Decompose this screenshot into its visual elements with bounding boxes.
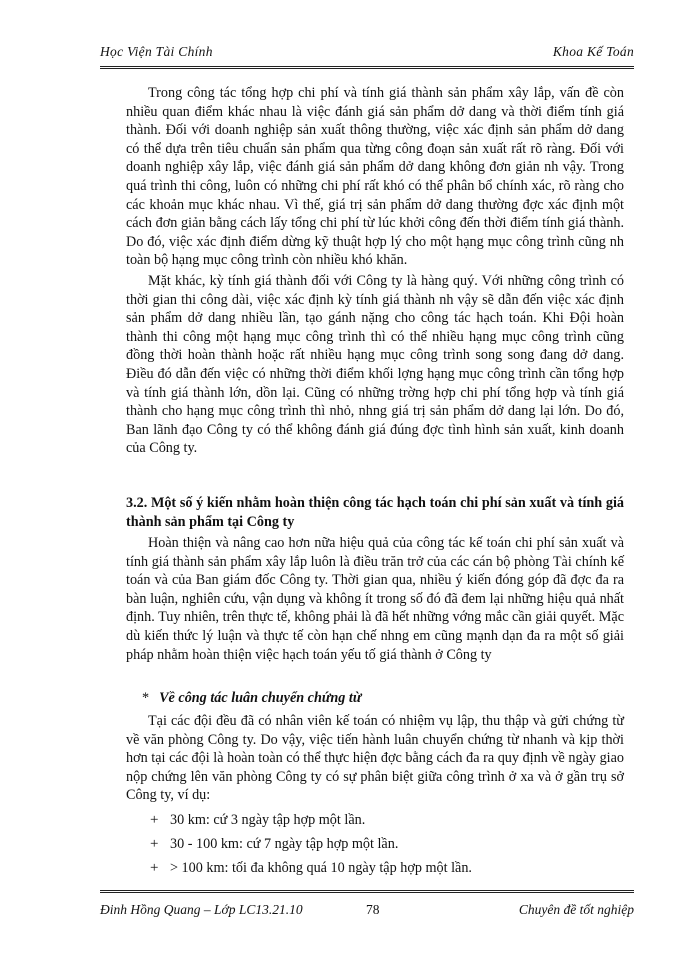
- paragraph-document-flow: Tại các đội đều đã có nhân viên kế toán có nhiệm vụ lập, thu thập và gửi chứng từ về văn phòng Công ty. Do vậy, việc tiến hành luân chuyển chứng từ nhanh và kịp thời hơn tại các đội là hoàn toàn có thể thực hiện đợc bằng cách đa ra quy định về ngày giao nộp chứng lên văn phòng Công ty có sự phân biệt giữa công trình ở xa và ở gần trụ sở Công ty, ví dụ:: [126, 713, 624, 804]
- list-item-text: > 100 km: tối đa không quá 10 ngày tập hợp một lần.: [170, 860, 472, 876]
- section-heading: 3.2. Một số ý kiến nhằm hoàn thiện công tác hạch toán chi phí sản xuất và tính giá thành sản phẩm tại Công ty: [126, 495, 624, 530]
- subsection-body: [126, 712, 624, 805]
- footer-doc-type: Chuyên đề tốt nghiệp: [518, 902, 634, 917]
- plus-icon: +: [150, 860, 159, 876]
- asterisk-marker: *: [142, 690, 150, 706]
- paragraph-wip-evaluation: Trong công tác tổng hợp chi phí và tính giá thành sản phẩm xây lắp, vấn đề còn nhiều quan điểm khác nhau là việc đánh giá sản phẩm dở dang và thời điểm tính giá thành. Đối với doanh nghiệp sản xuất thông thường, việc xác định sản phẩm dở dang có thể dựa trên tiêu chuẩn sản phẩm qua từng công đoạn sản xuất rất rõ ràng. Đối với doanh nghiệp xây lắp, việc đánh giá sản phẩm dở dang không đơn giản nh vậy. Trong quá trình thi công, luôn có những chi phí rất khó có thể phân bổ chính xác, rõ ràng cho các khoản mục khác nhau. Vì thế, giá trị sản phẩm dở dang thường đợc xác định một cách đơn giản bằng cách lấy tổng chi phí từ lúc khởi công đến thời điểm tính giá thành. Do đó, việc xác định điểm dừng kỹ thuật hợp lý cho một hạng mục công trình cũng nh toàn bộ hạng mục công trình còn nhiều khó khăn.: [126, 85, 624, 269]
- section-body: [126, 534, 624, 664]
- header-faculty: Khoa Kế Toán: [552, 44, 634, 59]
- paragraph-costing-period: Mặt khác, kỳ tính giá thành đối với Công ty là hàng quý. Với những công trình có thời gian thi công dài, việc xác định kỳ tính giá thành nh vậy sẽ dẫn đến việc xác định sản phẩm dở dang nhiều lần, tạo gánh nặng cho công tác hạch toán. Khi Đội hoàn thành thi công một hạng mục công trình thì có thể nhiều hạng mục công trình cũng đồng thời hoàn thành hoặc rất nhiều hạng mục công trình song song đang dở dang. Điều đó dẫn đến việc có những thời điểm khối lợng hạng mục công trình cần tổng hợp và tính giá thành lớn, dồn lại. Cũng có những trờng hợp chi phí tổng hợp và tính giá thành cho hạng mục công trình thì nhỏ, nhng giá trị sản phẩm dở dang lại lớn. Do đó, Ban lãnh đạo Công ty có thể không đánh giá đúng đợc tình hình sản xuất, kinh doanh của Công ty.: [126, 272, 624, 457]
- footer-author: Đinh Hồng Quang – Lớp LC13.21.10: [100, 902, 303, 917]
- paragraph-improvement: Hoàn thiện và nâng cao hơn nữa hiệu quả của công tác kế toán chi phí sản xuất và tính giá thành sản phẩm xây lắp luôn là điều trăn trở của các cán bộ phòng Tài chính kế toán và của Ban giám đốc Công ty. Thời gian qua, nhiều ý kiến đóng góp đã đợc đa ra bàn luận, nghiên cứu, vận dụng và không ít trong số đó đã đem lại những hiệu quả nhất định. Tuy nhiên, trên thực tế, không phải là đã hết những vớng mắc cần giải quyết. Mặc dù kiến thức lý luận và thực tế còn hạn chế nhng em cũng mạnh dạn đa ra một số giải pháp nhằm hoàn thiện việc hạch toán yếu tố giá thành ở Công ty: [126, 535, 624, 663]
- bullet-list: [150, 810, 472, 882]
- list-item: [150, 810, 472, 834]
- header-rule: [100, 66, 634, 69]
- body-text: [126, 84, 624, 458]
- header-institution: Học Viện Tài Chính: [100, 44, 213, 59]
- page-number: 78: [366, 902, 380, 917]
- list-item: [150, 858, 472, 882]
- footer-rule: [100, 890, 634, 893]
- page-header: [100, 44, 634, 68]
- plus-icon: +: [150, 836, 159, 852]
- subsection-heading: [142, 690, 361, 707]
- page-footer: [100, 902, 634, 926]
- plus-icon: +: [150, 812, 159, 828]
- list-item-text: 30 km: cứ 3 ngày tập hợp một lần.: [170, 812, 366, 828]
- list-item: [150, 834, 472, 858]
- list-item-text: 30 - 100 km: cứ 7 ngày tập hợp một lần.: [170, 836, 399, 852]
- subsection-title: Về công tác luân chuyển chứng từ: [159, 690, 362, 706]
